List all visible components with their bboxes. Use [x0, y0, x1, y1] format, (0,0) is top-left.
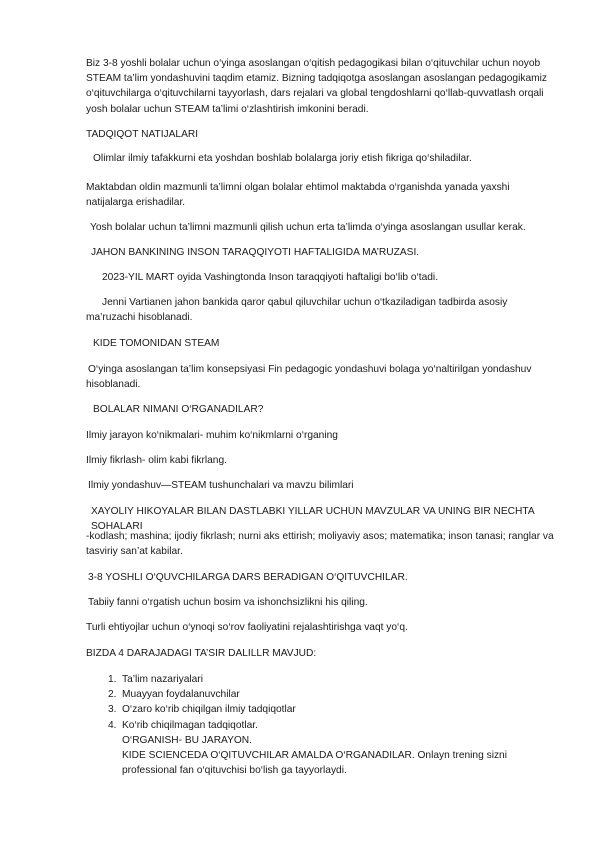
paragraph-play-based: Yosh bolalar uchun ta’limni mazmunli qilish uchun erta ta’limda o‘yinga asoslangan usullar kerak. — [90, 222, 526, 233]
heading-evidence: BIZDA 4 DARAJADAGI TA’SIR DALILLR MAVJUD: — [86, 648, 317, 659]
heading-kide-steam: KIDE TOMONIDAN STEAM — [93, 338, 220, 349]
heading-topics: XAYOLIY HIKOYALAR BILAN DASTLABKI YILLAR UCHUN MAVZULAR VA UNING BIR NECHTA SOHALARI — [91, 506, 535, 533]
list-item: 3. O‘zaro ko‘rib chiqilgan ilmiy tadqiqotlar — [108, 704, 296, 716]
list-item: 4. Ko‘rib chiqilmagan tadqiqotlar. — [108, 719, 258, 731]
paragraph-concept: O‘yinga asoslangan ta’lim konsepsiyasi Fin pedagogic yondashuvi bolaga yo‘naltirilgan yondashuv hisoblanadi. — [86, 364, 532, 391]
paragraph-preschool: Maktabdan oldin mazmunli ta’limni olgan bolalar ehtimol maktabda o‘rganishda yanada yaxshi natijalarga erishadilar. — [86, 182, 510, 209]
paragraph-scientific-approach: Ilmiy yondashuv—STEAM tushunchalari va mavzu bilimlari — [88, 480, 354, 491]
list-item: 1. Ta’lim nazariyalari — [108, 674, 203, 685]
list-item: 2. Muayyan foydalanuvchilar — [108, 689, 240, 701]
paragraph-jenni: Jenni Vartianen jahon bankida qaror qabul qiluvchilar uchun o‘tkaziladigan tadbirda asosiy ma’ruzachi hisoblanadi. — [86, 297, 508, 324]
heading-what-children-learn: BOLALAR NIMANI O‘RGANADILAR? — [93, 404, 264, 415]
evidence-list — [108, 672, 556, 733]
paragraph-pressure: Tabiiy fanni o‘rgatish uchun bosim va ishonchsizlikni his qiling. — [88, 597, 368, 608]
paragraph-march-2023: 2023-YIL MART oyida Vashingtonda Inson taraqqiyoti haftaligi bo‘lib o‘tadi. — [102, 272, 439, 283]
intro-paragraph: Biz 3-8 yoshli bolalar uchun o‘yinga asoslangan o‘qitish pedagogikasi bilan o‘qituvchilar uchun noyob STEAM ta’lim yondashuvini taqdim etamiz. Bizning tadqiqotga asoslangan asoslangan pedagogikamiz o‘qituvchilarga o‘qituvchilarni tayyorlash, dars rejalari va global tengdoshlarni qo‘llab-quvvatlash orqali yosh bolalar uchun STEAM ta’limi o‘zlashtirish imkonini beradi. — [86, 58, 547, 115]
paragraph-scientific-thinking: Ilmiy fikrlash- olim kabi fikrlang. — [86, 455, 227, 466]
heading-research-results: TADQIQOT NATIJALARI — [86, 129, 199, 140]
heading-world-bank: JAHON BANKINING INSON TARAQQIYOTI HAFTALIGIDA MA’RUZASI. — [91, 247, 420, 258]
paragraph-process-skills: Ilmiy jarayon ko‘nikmalari- muhim ko‘nikmlarni o‘rganing — [86, 430, 338, 441]
paragraph-kide-science: KIDE SCIENCEDA O‘QITUVCHILAR AMALDA O‘RGANADILAR. Onlayn trening sizni professional fan o‘qituvchisi bo‘lish ga tayyorlaydi. — [122, 750, 507, 777]
paragraph-learning-process: O‘RGANISH- BU JARAYON. — [122, 735, 252, 746]
paragraph-scientists: Olimlar ilmiy tafakkurni eta yoshdan boshlab bolalarga joriy etish fikriga qo‘shiladilar. — [93, 153, 472, 164]
paragraph-topic-list: -kodlash; mashina; ijodiy fikrlash; nurni aks ettirish; moliyaviy asos; matematika; inson tanasi; ranglar va tasviriy san’at kabilar. — [86, 531, 554, 558]
paragraph-no-time: Turli ehtiyojlar uchun o‘ynoqi so‘rov faoliyatini rejalashtirishga vaqt yo‘q. — [86, 622, 408, 633]
heading-teachers: 3-8 YOSHLI O‘QUVCHILARGA DARS BERADIGAN O‘QITUVCHILAR. — [88, 572, 408, 583]
